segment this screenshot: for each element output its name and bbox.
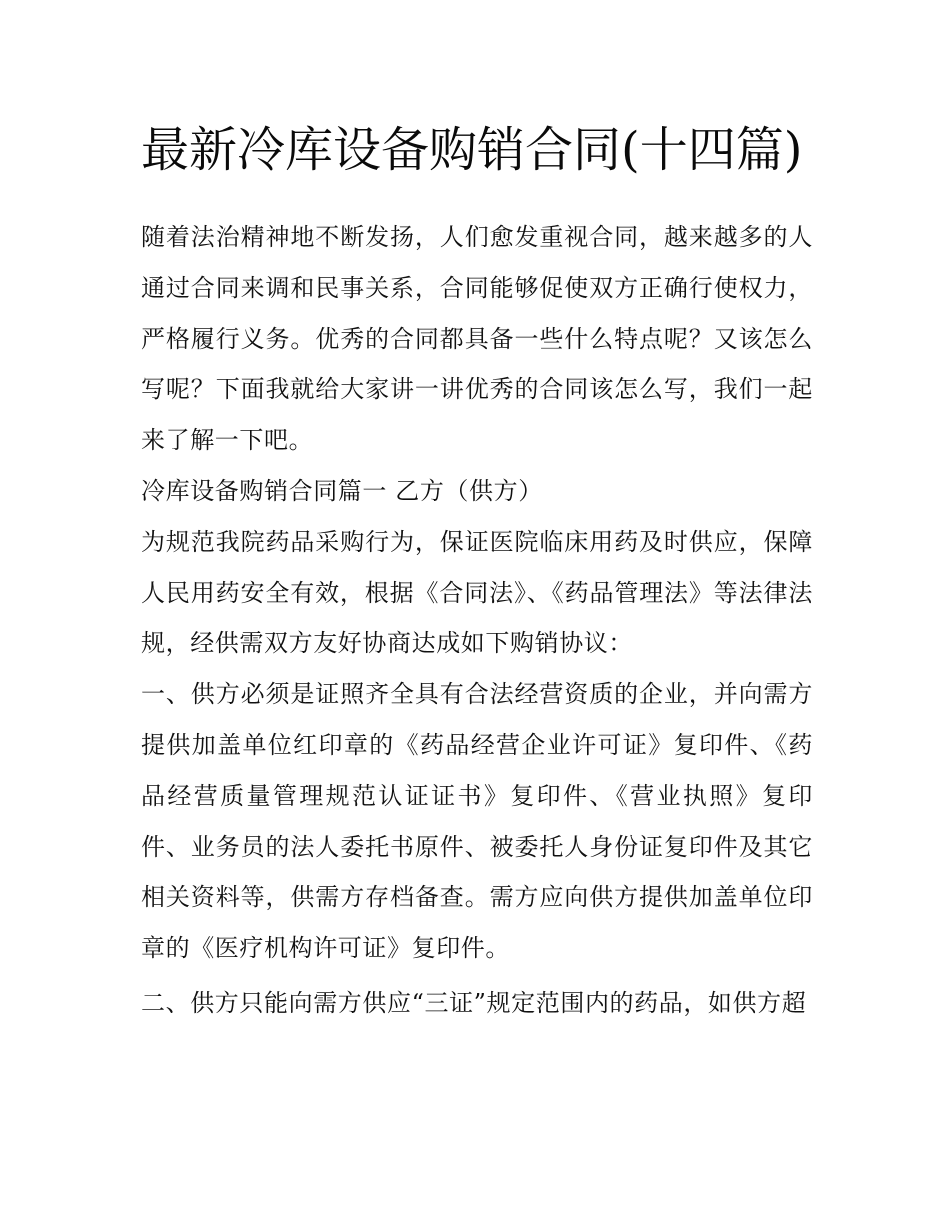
document-body bbox=[141, 112, 813, 1029]
purpose-paragraph: 为规范我院药品采购行为，保证医院临床用药及时供应，保障人民用药安全有效，根据《合同法》、《药品管理法》等法律法规，经供需双方友好协商达成如下购销协议： bbox=[141, 527, 813, 658]
clause-2-paragraph: 二、供方只能向需方供应“三证”规定范围内的药品，如供方超 bbox=[141, 988, 807, 1017]
intro-paragraph: 随着法治精神地不断发扬，人们愈发重视合同，越来越多的人通过合同来调和民事关系，合同能够促使双方正确行使权力，严格履行义务。优秀的合同都具备一些什么特点呢？又该怎么写呢？下面我就给大家讲一讲优秀的合同该怎么写，我们一起来了解一下吧。 bbox=[141, 223, 813, 455]
clause-1-paragraph: 一、供方必须是证照齐全具有合法经营资质的企业，并向需方提供加盖单位红印章的《药品经营企业许可证》复印件、《药品经营质量管理规范认证证书》复印件、《营业执照》复印件、业务员的法人委托书原件、被委托人身份证复印件及其它相关资料等，供需方存档备查。需方应向供方提供加盖单位印章的《医疗机构许可证》复印件。 bbox=[141, 680, 813, 963]
section-heading-paragraph: 冷库设备购销合同篇一 乙方（供方） bbox=[141, 476, 543, 505]
document-title: 最新冷库设备购销合同(十四篇) bbox=[141, 122, 803, 178]
